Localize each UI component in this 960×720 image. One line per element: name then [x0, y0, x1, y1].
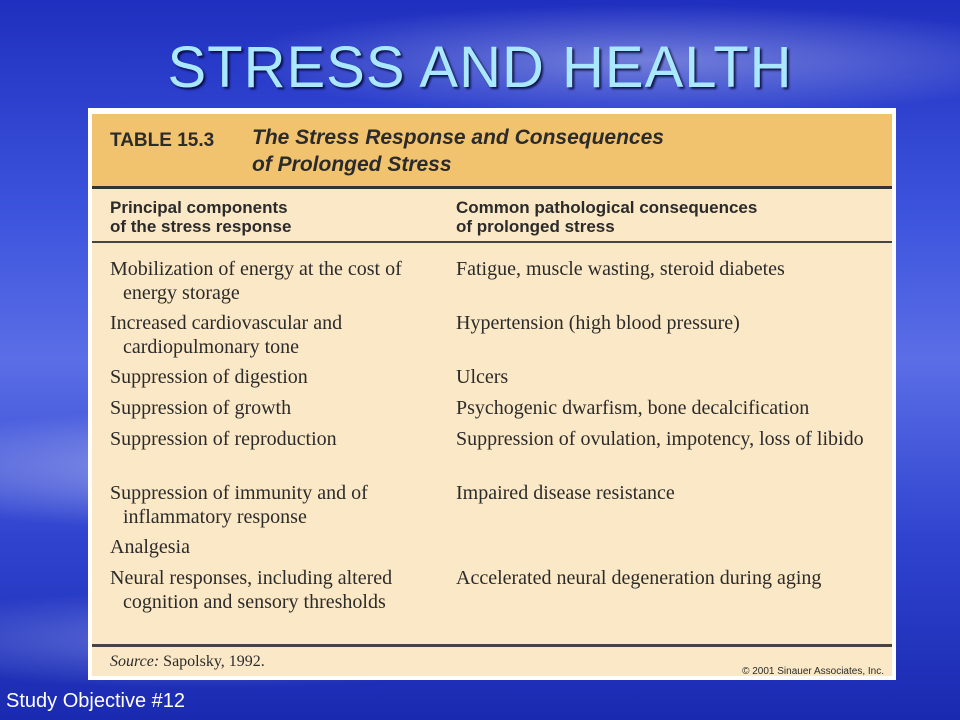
table-source — [110, 653, 265, 671]
column-header-components — [110, 198, 430, 236]
cell-consequence: Psychogenic dwarfism, bone decalcification — [456, 397, 810, 419]
cell-component: Analgesia — [110, 536, 190, 558]
column-headers — [92, 189, 892, 243]
copyright-notice: © 2001 Sinauer Associates, Inc. — [742, 666, 884, 677]
cell-component: Neural responses, including altered cognition and sensory thresholds — [110, 567, 393, 613]
source-text: Sapolsky, 1992. — [163, 653, 265, 670]
table-header-band — [92, 114, 892, 189]
cell-consequence: Fatigue, muscle wasting, steroid diabetes — [456, 258, 785, 280]
column-header-consequences-line1: Common pathological consequences — [456, 198, 758, 217]
cell-consequence: Accelerated neural degeneration during aging — [456, 567, 822, 589]
cell-component: Suppression of reproduction — [110, 428, 337, 450]
column-header-components-line1: Principal components — [110, 198, 288, 217]
table-caption-line2: of Prolonged Stress — [252, 153, 452, 176]
table-bottom-rule — [92, 644, 892, 647]
column-header-consequences-line2: of prolonged stress — [456, 217, 615, 236]
table-caption — [252, 124, 812, 178]
column-header-consequences — [456, 198, 876, 236]
table-panel — [88, 108, 896, 680]
cell-consequence: Hypertension (high blood pressure) — [456, 312, 740, 334]
cell-component: Suppression of growth — [110, 397, 292, 419]
study-objective-label: Study Objective #12 — [6, 690, 185, 712]
cell-component: Suppression of digestion — [110, 366, 308, 388]
table-number: TABLE 15.3 — [110, 130, 215, 151]
cell-component: Increased cardiovascular and cardiopulmonary tone — [110, 312, 343, 358]
source-label: Source: — [110, 653, 160, 670]
cell-component: Mobilization of energy at the cost of energy storage — [110, 258, 402, 304]
cell-consequence: Impaired disease resistance — [456, 482, 675, 504]
stress-table — [92, 114, 892, 676]
cell-consequence: Suppression of ovulation, impotency, loss of libido — [456, 428, 864, 450]
column-header-components-line2: of the stress response — [110, 217, 292, 236]
slide-title: STRESS AND HEALTH — [167, 35, 793, 100]
table-caption-line1: The Stress Response and Consequences — [252, 126, 664, 149]
cell-component: Suppression of immunity and of inflammatory response — [110, 482, 368, 528]
cell-consequence: Ulcers — [456, 366, 509, 388]
